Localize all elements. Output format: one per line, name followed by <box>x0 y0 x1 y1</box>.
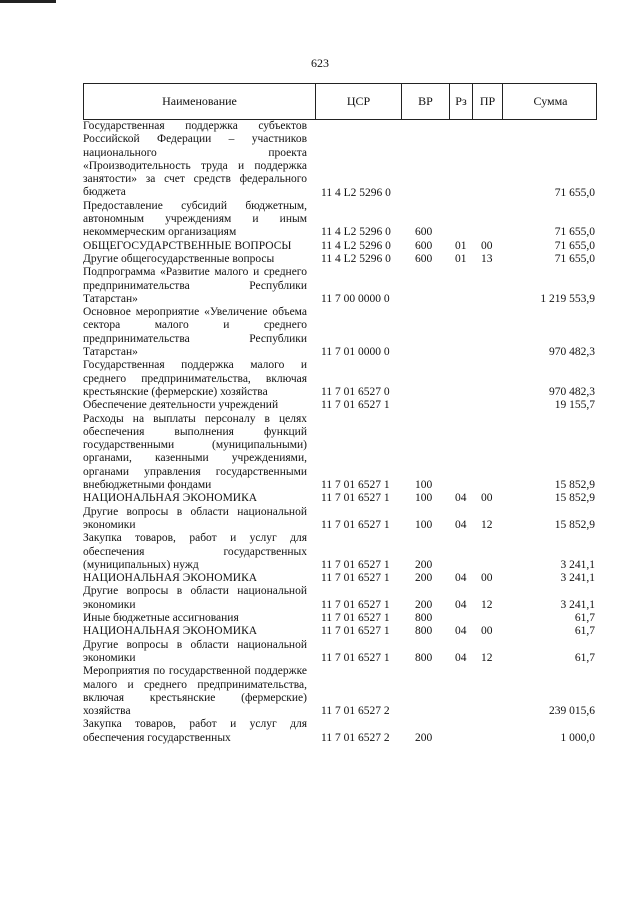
row-sum: 1 000,0 <box>560 731 595 744</box>
top-rule <box>0 0 56 3</box>
table-row <box>83 585 597 612</box>
table-row <box>83 120 597 200</box>
table-row <box>83 532 597 572</box>
row-csr: 11 7 01 6527 1 <box>321 518 390 531</box>
row-name: Другие вопросы в области национальной экономики <box>83 585 307 611</box>
row-sum: 3 241,1 <box>560 558 595 571</box>
row-name: НАЦИОНАЛЬНАЯ ЭКОНОМИКА <box>83 625 258 638</box>
row-csr: 11 7 01 6527 0 <box>321 385 390 398</box>
table-row <box>83 413 597 493</box>
row-vr: 600 <box>415 239 433 252</box>
table-row <box>83 399 597 412</box>
row-vr: 100 <box>415 518 433 531</box>
table-row <box>83 612 597 625</box>
row-sum: 61,7 <box>574 625 595 638</box>
row-csr: 11 7 01 6527 1 <box>321 558 390 571</box>
row-name: Другие общегосударственные вопросы <box>83 252 275 265</box>
row-sum: 1 219 553,9 <box>540 292 595 305</box>
row-csr: 11 7 01 6527 1 <box>321 598 390 611</box>
table-header <box>83 83 597 120</box>
row-name: Мероприятия по государственной поддержке малого и среднего предпринимательства, включая крестьянские (фермерские) хозяйства <box>83 665 307 718</box>
row-vr: 600 <box>415 226 433 239</box>
table-body <box>83 120 597 745</box>
row-name: Предоставление субсидий бюджетным, автономным учреждениям и иным некоммерческим организациям <box>83 199 307 239</box>
table-row <box>83 506 597 533</box>
header-name: Наименование <box>162 94 237 108</box>
header-pr: ПР <box>472 84 502 119</box>
row-sum: 970 482,3 <box>549 346 595 359</box>
row-csr: 11 4 L2 5296 0 <box>321 239 391 252</box>
row-name: Другие вопросы в области национальной экономики <box>83 638 307 664</box>
row-name: Закупка товаров, работ и услуг для обеспечения государственных <box>83 718 307 744</box>
row-sum: 3 241,1 <box>560 598 595 611</box>
table-row <box>83 572 597 585</box>
row-name: Основное мероприятие «Увеличение объема сектора малого и среднего предпринимательства Республики Татарстан» <box>83 306 307 359</box>
table-row <box>83 240 597 253</box>
row-sum: 61,7 <box>574 651 595 664</box>
table-row <box>83 665 597 718</box>
row-csr: 11 7 01 6527 2 <box>321 705 390 718</box>
row-pr: 12 <box>481 651 493 664</box>
row-csr: 11 7 01 6527 1 <box>321 625 390 638</box>
row-sum: 61,7 <box>574 612 595 625</box>
row-vr: 100 <box>415 479 433 492</box>
row-rz: 04 <box>455 651 467 664</box>
row-pr: 12 <box>481 598 493 611</box>
row-name: Другие вопросы в области национальной экономики <box>83 505 307 531</box>
row-pr: 13 <box>481 252 493 265</box>
table-row <box>83 306 597 359</box>
row-csr: 11 4 L2 5296 0 <box>321 186 391 199</box>
page-number: 623 <box>311 56 329 70</box>
row-name: Расходы на выплаты персоналу в целях обеспечения выполнения функций государственными (муниципальными) органами, казенными учреждениями, органами управления государственными внебюджетными фондами <box>83 412 307 492</box>
row-name: Иные бюджетные ассигнования <box>83 612 239 625</box>
row-csr: 11 7 01 6527 2 <box>321 731 390 744</box>
row-vr: 100 <box>415 492 433 505</box>
row-csr: 11 7 01 6527 1 <box>321 492 390 505</box>
row-name: Обеспечение деятельности учреждений <box>83 399 279 412</box>
header-rz: Рз <box>449 84 472 119</box>
row-name: ОБЩЕГОСУДАРСТВЕННЫЕ ВОПРОСЫ <box>83 239 292 252</box>
header-vr: ВР <box>401 84 449 119</box>
row-csr: 11 7 01 6527 1 <box>321 479 390 492</box>
row-sum: 3 241,1 <box>560 572 595 585</box>
row-vr: 800 <box>415 612 433 625</box>
table-row <box>83 359 597 399</box>
row-name: Закупка товаров, работ и услуг для обеспечения государственных (муниципальных) нужд <box>83 532 307 571</box>
row-rz: 04 <box>455 625 467 638</box>
header-sum: Сумма <box>502 84 598 119</box>
row-rz: 04 <box>455 572 467 585</box>
row-name: Государственная поддержка субъектов Российской Федерации – участников национального проекта «Производительность труда и поддержка занятости» за счет средств федерального бюджета <box>83 120 307 199</box>
header-csr: ЦСР <box>315 84 401 119</box>
row-vr: 800 <box>415 651 433 664</box>
row-sum: 15 852,9 <box>554 518 595 531</box>
row-sum: 239 015,6 <box>549 705 595 718</box>
row-csr: 11 7 01 6527 1 <box>321 572 390 585</box>
row-sum: 71 655,0 <box>554 186 595 199</box>
table-row <box>83 625 597 638</box>
table-row <box>83 492 597 505</box>
row-rz: 01 <box>455 252 467 265</box>
row-pr: 00 <box>481 625 493 638</box>
row-csr: 11 7 01 0000 0 <box>321 346 390 359</box>
row-name: Государственная поддержка малого и среднего предпринимательства, включая крестьянские (фермерские) хозяйства <box>83 359 307 398</box>
row-vr: 800 <box>415 625 433 638</box>
row-csr: 11 7 01 6527 1 <box>321 651 390 664</box>
row-name: НАЦИОНАЛЬНАЯ ЭКОНОМИКА <box>83 572 258 585</box>
row-vr: 200 <box>415 572 433 585</box>
row-sum: 15 852,9 <box>554 479 595 492</box>
row-sum: 71 655,0 <box>554 226 595 239</box>
row-pr: 00 <box>481 239 493 252</box>
row-sum: 71 655,0 <box>554 239 595 252</box>
row-sum: 970 482,3 <box>549 385 595 398</box>
row-name: НАЦИОНАЛЬНАЯ ЭКОНОМИКА <box>83 492 258 505</box>
row-rz: 04 <box>455 598 467 611</box>
table-row <box>83 718 597 745</box>
row-csr: 11 7 00 0000 0 <box>321 292 390 305</box>
row-csr: 11 7 01 6527 1 <box>321 612 390 625</box>
row-vr: 600 <box>415 252 433 265</box>
table-row <box>83 253 597 266</box>
row-sum: 15 852,9 <box>554 492 595 505</box>
row-pr: 00 <box>481 572 493 585</box>
table-row <box>83 266 597 306</box>
row-sum: 19 155,7 <box>554 399 595 412</box>
row-sum: 71 655,0 <box>554 252 595 265</box>
row-csr: 11 4 L2 5296 0 <box>321 226 391 239</box>
row-vr: 200 <box>415 598 433 611</box>
row-pr: 00 <box>481 492 493 505</box>
row-csr: 11 4 L2 5296 0 <box>321 252 391 265</box>
table-row <box>83 639 597 666</box>
row-name: Подпрограмма «Развитие малого и среднего предпринимательства Республики Татарстан» <box>83 266 307 305</box>
row-vr: 200 <box>415 558 433 571</box>
row-vr: 200 <box>415 731 433 744</box>
row-rz: 01 <box>455 239 467 252</box>
row-rz: 04 <box>455 492 467 505</box>
budget-table <box>83 83 597 745</box>
row-rz: 04 <box>455 518 467 531</box>
table-row <box>83 200 597 240</box>
row-csr: 11 7 01 6527 1 <box>321 399 390 412</box>
row-pr: 12 <box>481 518 493 531</box>
